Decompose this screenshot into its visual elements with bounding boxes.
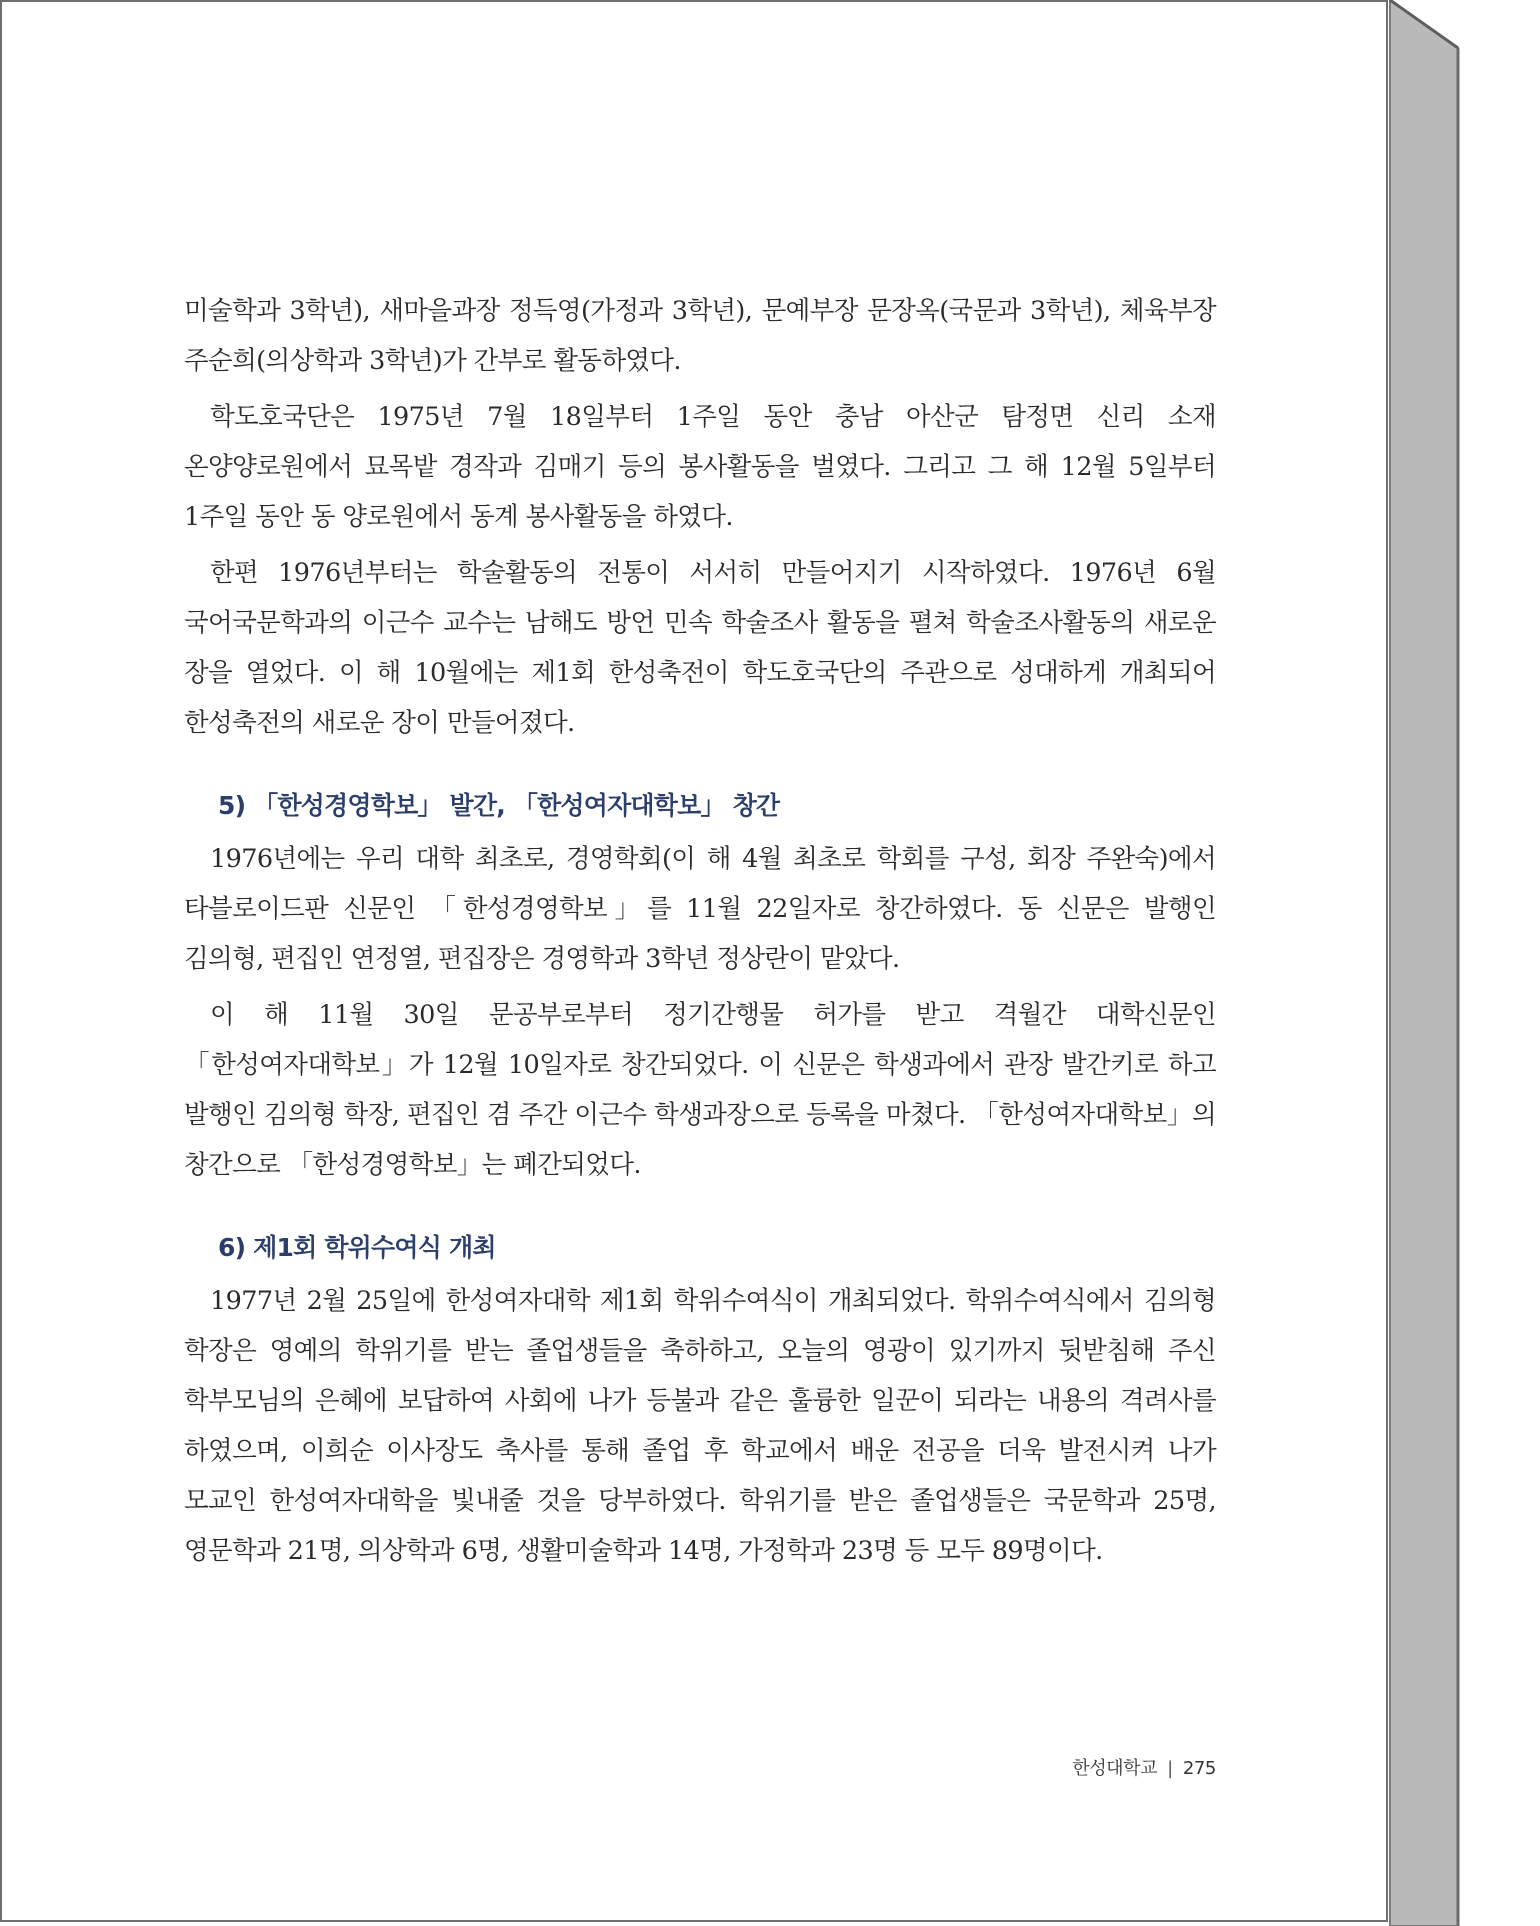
section-heading-5: 5) 「한성경영학보」 발간, 「한성여자대학보」 창간 xyxy=(218,791,780,820)
page-footer xyxy=(1072,1754,1216,1780)
paragraph: 학도호국단은 1975년 7월 18일부터 1주일 동안 충남 아산군 탐정면 신리 소재 온양양로원에서 묘목밭 경작과 김매기 등의 봉사활동을 벌였다. 그리고 그 해 12월 5일부터 1주일 동안 동 양로원에서 동계 봉사활동을 하였다. xyxy=(184,402,1216,532)
paragraph: 1976년에는 우리 대학 최초로, 경영학회(이 해 4월 최초로 학회를 구성, 회장 주완숙)에서 타블로이드판 신문인 「한성경영학보」를 11월 22일자로 창간하였다. 동 신문은 발행인 김의형, 편집인 연정열, 편집장은 경영학과 3학년 정상란이 맡았다. xyxy=(184,844,1216,974)
page-body xyxy=(184,286,1216,1582)
publisher-name: 한성대학교 xyxy=(1072,1758,1158,1779)
paragraph: 한편 1976년부터는 학술활동의 전통이 서서히 만들어지기 시작하였다. 1976년 6월 국어국문학과의 이근수 교수는 남해도 방언 민속 학술조사 활동을 펼쳐 학술조사활동의 새로운 장을 열었다. 이 해 10월에는 제1회 한성축전이 학도호국단의 주관으로 성대하게 개최되어 한성축전의 새로운 장이 만들어졌다. xyxy=(184,558,1216,738)
paragraph: 1977년 2월 25일에 한성여자대학 제1회 학위수여식이 개최되었다. 학위수여식에서 김의형 학장은 영예의 학위기를 받는 졸업생들을 축하하고, 오늘의 영광이 있기까지 뒷받침해 주신 학부모님의 은혜에 보답하여 사회에 나가 등불과 같은 훌륭한 일꾼이 되라는 내용의 격려사를 하였으며, 이희순 이사장도 축사를 통해 졸업 후 학교에서 배운 전공을 더욱 발전시켜 나가 모교인 한성여자대학을 빛내줄 것을 당부하였다. 학위기를 받은 졸업생들은 국문학과 25명, 영문학과 21명, 의상학과 6명, 생활미술학과 14명, 가정학과 23명 등 모두 89명이다. xyxy=(184,1286,1216,1566)
footer-separator: | xyxy=(1167,1758,1173,1779)
paragraph: 이 해 11월 30일 문공부로부터 정기간행물 허가를 받고 격월간 대학신문인 「한성여자대학보」가 12월 10일자로 창간되었다. 이 신문은 학생과에서 관장 발간키로 하고 발행인 김의형 학장, 편집인 겸 주간 이근수 학생과장으로 등록을 마쳤다. 「한성여자대학보」의 창간으로 「한성경영학보」는 폐간되었다. xyxy=(184,1000,1216,1180)
paragraph: 미술학과 3학년), 새마을과장 정득영(가정과 3학년), 문예부장 문장옥(국문과 3학년), 체육부장 주순희(의상학과 3학년)가 간부로 활동하였다. xyxy=(184,296,1216,376)
section-heading-6: 6) 제1회 학위수여식 개최 xyxy=(218,1233,496,1262)
page-number: 275 xyxy=(1182,1758,1216,1779)
